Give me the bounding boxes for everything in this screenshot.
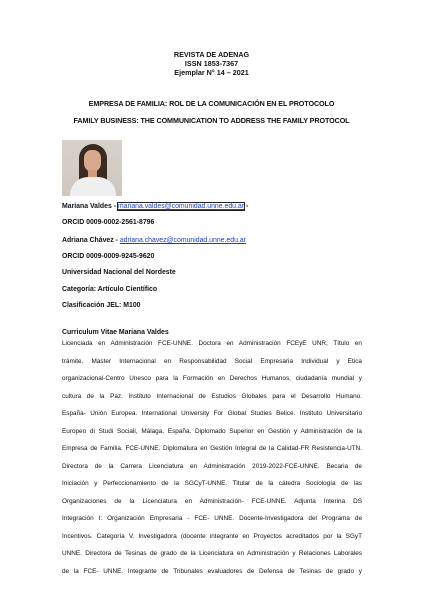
cv-text-line: Integración I: Organización Empresaria - FCE- UNNE. Docente-Investigadora del Programa de	[62, 515, 362, 522]
author2-orcid: ORCID 0009-0009-9245-9620	[62, 253, 155, 260]
jel-classification: Clasificación JEL: M100	[62, 302, 141, 309]
cv-text-line: Incentivos. Categoría V. Investigadora (docente integrante en Proyectos acreditados por la SGyT	[62, 532, 362, 540]
article-title-english: FAMILY BUSINESS: THE COMMUNICATION TO ADDRESS THE FAMILY PROTOCOL	[73, 116, 350, 125]
author1-line	[62, 202, 248, 211]
cv-text-line: de la FCE- UNNE. Integrante de Tribunales evaluadores de Defensa de Tesinas de grado y	[62, 567, 362, 575]
article-title-spanish: EMPRESA DE FAMILIA: ROL DE LA COMUNICACIÓN EN EL PROTOCOLO	[88, 99, 335, 108]
cv-heading: Curriculum Vitae Mariana Valdes	[62, 329, 169, 336]
author1-orcid: ORCID 0009-0002-2561-8796	[62, 219, 155, 226]
cv-text-line: Iniciación y Perfeccionamiento de la SGCyT-UNNE. Titular de la cátedra Sociología de las	[62, 480, 362, 487]
author2-name: Adriana Chávez -	[62, 237, 120, 244]
author2-email-link[interactable]: adriana.chavez@comunidad.unne.edu.ar	[119, 237, 246, 244]
cv-text-line: Directora de la Carrera Licenciatura en Administración 2019-2022-FCE-UNNE. Becaria de	[62, 462, 362, 470]
cv-text-line: cultura de la Paz. Instituto Internacional de Estudios Globales para el Desarrollo Humano.	[62, 392, 362, 400]
author-photo	[62, 140, 122, 196]
journal-issue: Ejemplar N° 14 – 2021	[174, 68, 249, 77]
cv-text-line: Empresa de Familia. FCE-UNNE. Diplomatura en Gestión Integral de la Calidad-FR Resistencia-UTN.	[62, 445, 362, 452]
author2-line	[62, 236, 246, 245]
author1-tail: -	[244, 203, 249, 210]
author1-email-link[interactable]: mariana.valdes@comunidad.unne.edu.ar	[117, 203, 245, 210]
article-category: Categoría: Artículo Científico	[62, 286, 158, 293]
university: Universidad Nacional del Nordeste	[62, 269, 176, 276]
cv-text-line: Licenciada en Administración FCE-UNNE. Doctora en Administración FCEyE UNR, Título en	[62, 340, 362, 347]
author1-name: Mariana Valdes -	[62, 203, 118, 210]
cv-text-line: trámite. Master Internacional en Responsabilidad Social Empresaria Individual y Ética	[62, 357, 362, 365]
cv-text-line: Europeo di Studi Sociali, Málaga, España. Diplomado Superior en Gestión y Administración de la	[62, 427, 362, 435]
cv-text-line: España- Unión Europea. International University For Global Studies Belice. Instituto Universitario	[62, 410, 362, 417]
cv-text-line: organizacional-Centro Unesco para la Formación en Derechos Humanos, ciudadanía mundial y	[62, 375, 362, 382]
journal-name: REVISTA DE ADENAG	[173, 50, 250, 59]
cv-text-line: Organizaciones de la Licenciatura en Administración- FCE-UNNE. Adjunta Interina DS	[62, 497, 362, 505]
journal-issn: ISSN 1853-7367	[184, 59, 239, 68]
cv-text-line: UNNE. Directora de Tesinas de grado de la Licenciatura en Administración y Relaciones Laborales	[62, 550, 362, 557]
